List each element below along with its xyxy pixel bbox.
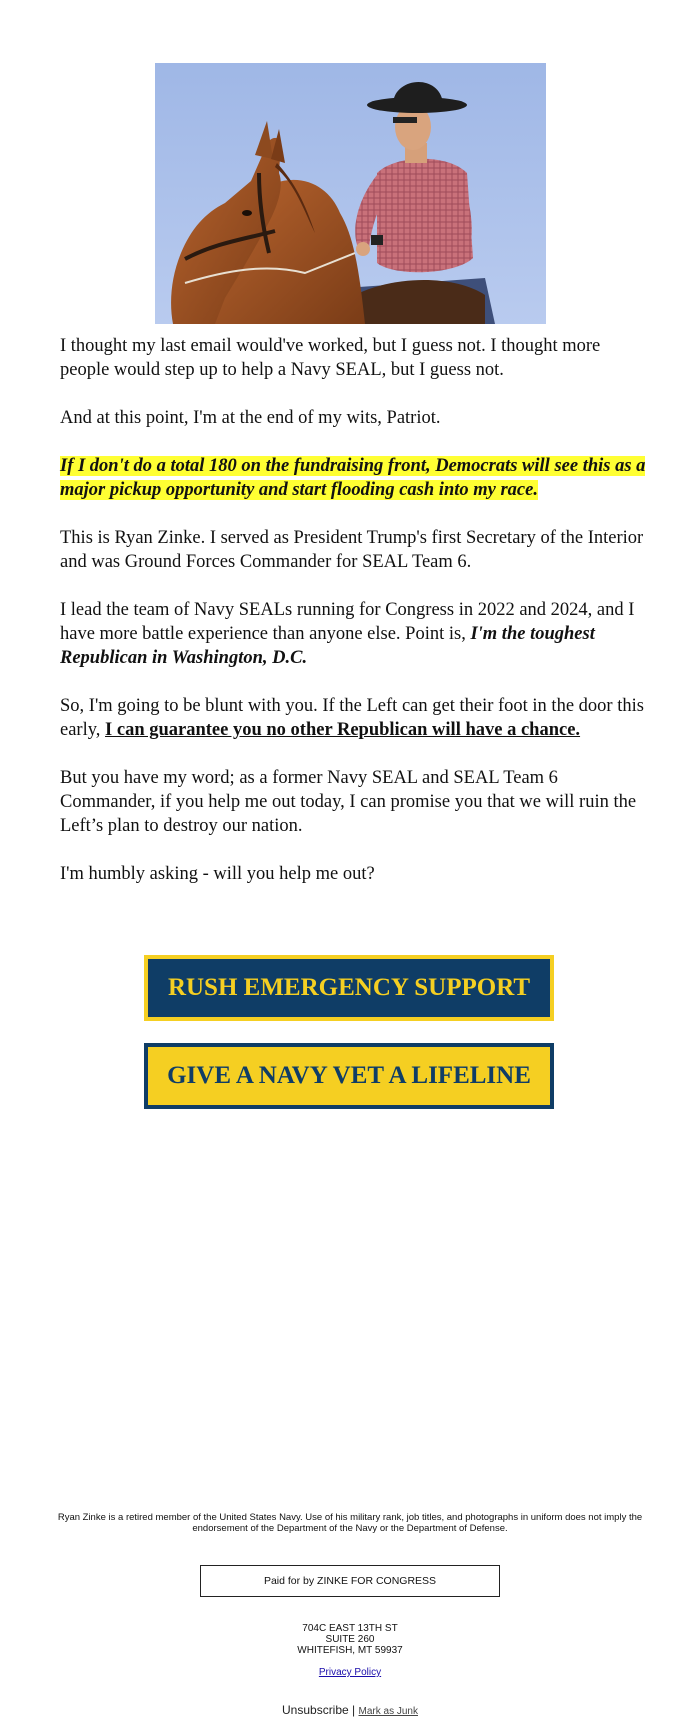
unsubscribe-row: [150, 1703, 550, 1717]
hero-photo: [155, 63, 546, 324]
privacy-policy-link[interactable]: Privacy Policy: [318, 1667, 382, 1678]
military-disclaimer: Ryan Zinke is a retired member of the United States Navy. Use of his military rank, job titles, and photographs in uniform does not imply the endorsement of the Department of the Navy or the Department of Defense.: [57, 1512, 643, 1534]
mark-as-junk-link[interactable]: Mark as Junk: [358, 1706, 418, 1717]
give-navy-vet-lifeline-button[interactable]: GIVE A NAVY VET A LIFELINE: [144, 1043, 554, 1109]
paragraph-5-text: I lead the team of Navy SEALs running for Congress in 2022 and 2024, and I have more battle experience than anyone else. Point is,: [60, 600, 635, 644]
paragraph-2: And at this point, I'm at the end of my wits, Patriot.: [60, 408, 441, 428]
paragraph-6-text: So, I'm going to be blunt with you. If the Left can get their foot in the door this early,: [60, 696, 644, 740]
email-body: [60, 334, 650, 910]
address-line-3: WHITEFISH, MT 59937: [297, 1645, 403, 1656]
highlighted-warning: If I don't do a total 180 on the fundraising front, Democrats will see this as a major pickup opportunity and start flooding cash into my race.: [60, 456, 646, 500]
unsubscribe-link[interactable]: Unsubscribe: [282, 1703, 349, 1717]
paragraph-8: I'm humbly asking - will you help me out?: [60, 864, 375, 884]
paragraph-5: [60, 598, 650, 670]
toughest-republican-emphasis: I'm the toughest Republican in Washington, D.C.: [60, 624, 595, 668]
paid-for-text: Paid for by ZINKE FOR CONGRESS: [263, 1575, 437, 1587]
paragraph-3: [60, 454, 650, 502]
paid-for-box: [200, 1565, 500, 1597]
address-line-2: SUITE 260: [325, 1634, 375, 1645]
rush-emergency-support-button[interactable]: RUSH EMERGENCY SUPPORT: [144, 955, 554, 1021]
paragraph-4: This is Ryan Zinke. I served as President Trump's first Secretary of the Interior and was Ground Forces Commander for SEAL Team 6.: [60, 528, 644, 572]
paragraph-7: But you have my word; as a former Navy SEAL and SEAL Team 6 Commander, if you help me out today, I can promise you that we will ruin the Left’s plan to destroy our nation.: [60, 768, 637, 836]
address-line-1: 704C EAST 13TH ST: [302, 1623, 398, 1634]
paragraph-1: I thought my last email would've worked, but I guess not. I thought more people would step up to help a Navy SEAL, but I guess not.: [60, 336, 601, 380]
mailing-address: [200, 1623, 500, 1656]
paragraph-6: [60, 694, 650, 742]
guarantee-emphasis: I can guarantee you no other Republican will have a chance.: [105, 720, 581, 740]
footer-separator: |: [352, 1703, 356, 1717]
